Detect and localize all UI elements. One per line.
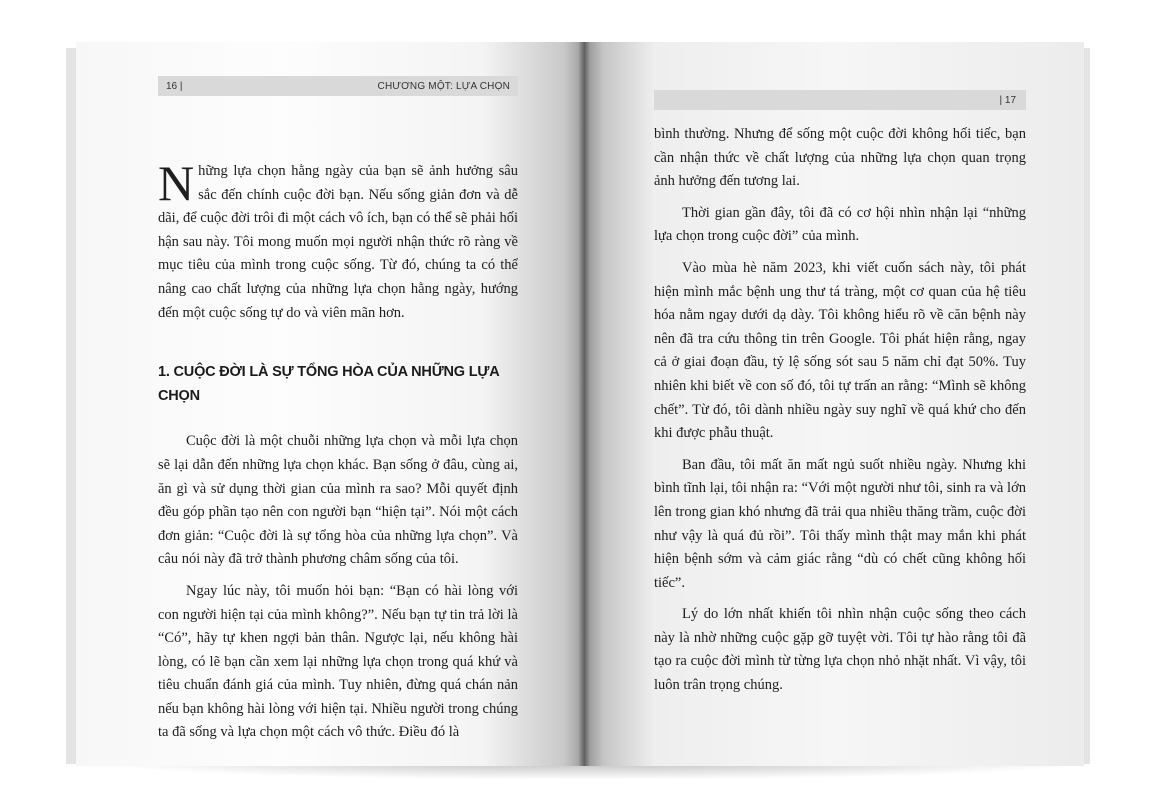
body-paragraph: Cuộc đời là một chuỗi những lựa chọn và mỗi lựa chọn sẽ lại dẫn đến những lựa chọn khác. Bạn sống ở đâu, cùng ai, ăn gì và sử dụng thời gian của mình ra sao? Mỗi quyết định đều góp phần tạo nên con người bạn “hiện tại”. Nói một cách đơn giản: “Cuộc đời là sự tổng hòa của những lựa chọn”. Và câu nói này đã trở thành phương châm sống của tôi. [158,433,518,568]
book-spine [578,42,590,766]
left-page [76,42,584,766]
left-running-header [158,76,518,96]
intro-text: hững lựa chọn hằng ngày của bạn sẽ ảnh hưởng sâu sắc đến chính cuộc đời bạn. Nếu sống giản đơn và dễ dãi, để cuộc đời trôi đi một cách vô ích, bạn có thể sẽ phải hối hận sau này. Tôi mong muốn mọi người nhận thức rõ ràng về mục tiêu của mình trong cuộc sống. Từ đó, chúng ta có thể nâng cao chất lượng của những lựa chọn hằng ngày, hướng đến một cuộc sống tự do và viên mãn hơn. [158,163,518,321]
right-page [584,42,1084,766]
chapter-title: CHƯƠNG MỘT: LỰA CHỌN [377,80,510,92]
continuation-paragraph: bình thường. Nhưng để sống một cuộc đời không hối tiếc, bạn cần nhận thức về chất lượng của những lựa chọn quan trọng ảnh hưởng đến tương lai. [654,126,1026,190]
drop-cap: N [158,155,195,211]
right-text-block [654,123,1026,706]
body-paragraph: Vào mùa hè năm 2023, khi viết cuốn sách này, tôi phát hiện mình mắc bệnh ung thư tá tràng, một cơ quan của hệ tiêu hóa nằm ngay dưới dạ dày. Tôi không hiểu rõ về căn bệnh này nên đã tra cứu thông tin trên Google. Tôi phát hiện rằng, ngay cả ở giai đoạn đầu, tỷ lệ sống sót sau 5 năm chỉ đạt 50%. Tuy nhiên khi biết về con số đó, tôi tự trấn an rằng: “Mình sẽ không chết”. Từ đó, tôi dành nhiều ngày suy nghĩ về quá khứ cho đến khi được phẫu thuật. [654,259,1026,442]
section-heading: 1. CUỘC ĐỜI LÀ SỰ TỔNG HÒA CỦA NHỮNG LỰA CHỌN [158,364,499,404]
left-page-number: 16 | [166,80,183,92]
right-running-header [654,90,1026,110]
intro-paragraph [158,155,518,325]
body-paragraph: Ngay lúc này, tôi muốn hỏi bạn: “Bạn có hài lòng với con người hiện tại của mình không?”. Nếu bạn tự tin trả lời là “Có”, hãy tự khen ngợi bản thân. Ngược lại, nếu không hài lòng, có lẽ bạn cần xem lại những lựa chọn trong quá khứ và tiêu chuẩn đánh giá của mình. Tuy nhiên, đừng quá chán nản nếu bạn không hài lòng với hiện tại. Nhiều người trong chúng ta đã sống và lựa chọn một cách vô thức. Điều đó là [158,582,518,741]
body-paragraph: Ban đầu, tôi mất ăn mất ngủ suốt nhiều ngày. Nhưng khi bình tĩnh lại, tôi nhận ra: “Với một người như tôi, sinh ra và lớn lên trong gian khó nhưng đã trải qua nhiều thăng trầm, cuộc đời như vậy là quá đủ rồi”. Tôi thấy mình thật may mắn khi phát hiện bệnh sớm và cảm giác rằng “dù có chết cũng không hối tiếc”. [654,456,1026,591]
left-text-block [158,155,518,753]
body-paragraph: Lý do lớn nhất khiến tôi nhìn nhận cuộc sống theo cách này là nhờ những cuộc gặp gỡ tuyệt vời. Tôi tự hào rằng tôi đã tạo ra cuộc đời mình từ từng lựa chọn nhỏ nhặt nhất. Vì vậy, tôi luôn trân trọng chúng. [654,606,1026,694]
body-paragraph: Thời gian gần đây, tôi đã có cơ hội nhìn nhận lại “những lựa chọn trong cuộc đời” của mình. [654,204,1026,245]
right-page-number: | 17 [999,94,1016,106]
